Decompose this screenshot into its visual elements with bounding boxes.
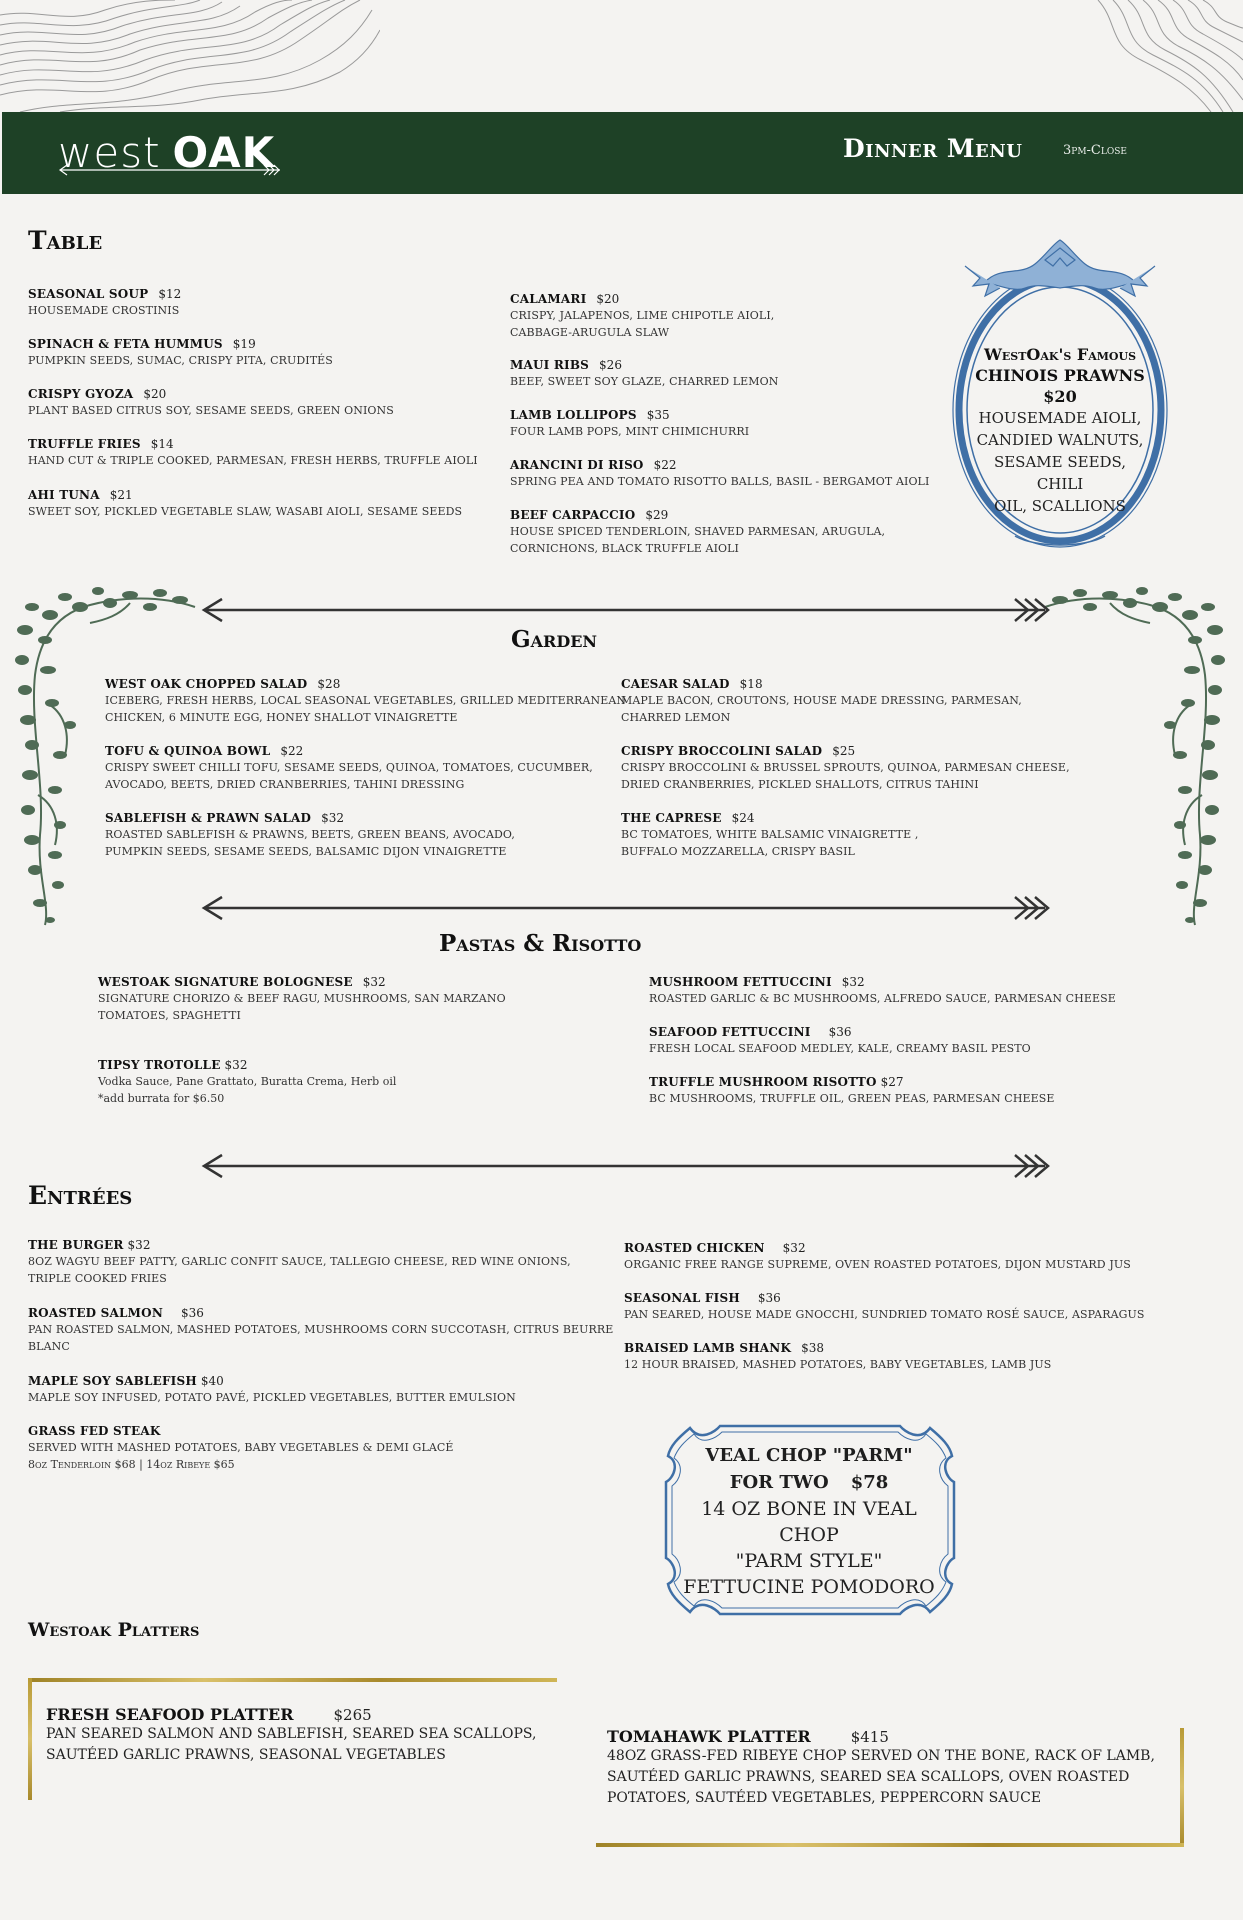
item-description: PLANT BASED CITRUS SOY, SESAME SEEDS, GREEN ONIONS <box>28 404 394 417</box>
item-price: $32 <box>362 975 386 989</box>
menu-item <box>98 971 506 1024</box>
veal-price: $78 <box>850 1472 889 1493</box>
entrees-section-title: Entrées <box>28 1181 133 1210</box>
item-name: SEASONAL SOUP <box>28 287 149 301</box>
item-name: THE CAPRESE <box>621 811 722 825</box>
menu-item <box>510 454 929 490</box>
item-description-line2: CHARRED LEMON <box>621 711 731 724</box>
menu-item <box>510 404 749 440</box>
veal-desc-line: 14 OZ BONE IN VEAL CHOP <box>701 1498 917 1546</box>
gold-frame-bottom <box>596 1843 1184 1847</box>
platter-item <box>607 1727 1155 1809</box>
platters-section-title: Westoak Platters <box>28 1619 200 1641</box>
menu-item <box>621 673 1022 726</box>
item-name: SPINACH & FETA HUMMUS <box>28 337 223 351</box>
menu-item <box>28 333 333 369</box>
item-name: WESTOAK SIGNATURE BOLOGNESE <box>98 975 353 989</box>
gold-frame-top <box>28 1678 557 1682</box>
feature-title-line2: CHINOIS PRAWNS <box>975 366 1145 385</box>
item-name: GRASS FED STEAK <box>28 1424 161 1438</box>
item-name: SABLEFISH & PRAWN SALAD <box>105 811 312 825</box>
platter-desc-line: SAUTÉED GARLIC PRAWNS, SEARED SEA SCALLOPS, OVEN ROASTED <box>607 1769 1130 1785</box>
item-description-line2: TOMATOES, SPAGHETTI <box>98 1009 241 1022</box>
platter-item <box>46 1705 536 1766</box>
feature-title-line1: WestOak's Famous <box>983 345 1137 364</box>
menu-item <box>28 1420 454 1473</box>
item-description: PUMPKIN SEEDS, SUMAC, CRISPY PITA, CRUDITÉS <box>28 354 333 367</box>
platter-desc-line: PAN SEARED SALMON AND SABLEFISH, SEARED SEA SCALLOPS, <box>46 1726 537 1742</box>
arrow-divider <box>200 1152 1052 1180</box>
menu-item <box>105 673 626 726</box>
item-description: ROASTED SABLEFISH & PRAWNS, BEETS, GREEN BEANS, AVOCADO, <box>105 828 515 841</box>
item-description-line2: PUMPKIN SEEDS, SESAME SEEDS, BALSAMIC DIJON VINAIGRETTE <box>105 845 507 858</box>
menu-item <box>624 1237 1131 1273</box>
veal-title-line2: FOR TWO <box>729 1472 829 1493</box>
item-name: LAMB LOLLIPOPS <box>510 408 637 422</box>
item-price: $22 <box>280 744 304 758</box>
item-description-line2: CABBAGE-ARUGULA SLAW <box>510 326 670 339</box>
logo-arrow-icon <box>58 164 282 176</box>
table-section-title: Table <box>28 226 103 255</box>
item-price: $32 <box>782 1241 806 1255</box>
menu-item <box>28 1302 613 1355</box>
feature-desc-line: HOUSEMADE AIOLI, <box>978 409 1142 427</box>
item-name: ROASTED CHICKEN <box>624 1241 765 1255</box>
menu-item <box>649 971 1116 1007</box>
item-price: $27 <box>880 1075 904 1089</box>
menu-item <box>105 740 593 793</box>
item-name: CRISPY BROCCOLINI SALAD <box>621 744 823 758</box>
item-price: $35 <box>646 408 670 422</box>
item-description: SIGNATURE CHORIZO & BEEF RAGU, MUSHROOMS, SAN MARZANO <box>98 992 506 1005</box>
platter-price: $415 <box>850 1728 889 1746</box>
item-price: $26 <box>599 358 622 372</box>
item-price: $20 <box>596 292 620 306</box>
platter-name: TOMAHAWK PLATTER <box>607 1727 811 1746</box>
item-description-line2: *add burrata for $6.50 <box>98 1092 225 1105</box>
platter-name: FRESH SEAFOOD PLATTER <box>46 1705 294 1724</box>
veal-desc-line: FETTUCINE POMODORO <box>683 1576 935 1598</box>
item-description-line2: CHICKEN, 6 MINUTE EGG, HONEY SHALLOT VINAIGRETTE <box>105 711 458 724</box>
item-price: $18 <box>739 677 763 691</box>
platter-desc-line: SAUTÉED GARLIC PRAWNS, SEASONAL VEGETABLES <box>46 1747 446 1763</box>
item-description: ROASTED GARLIC & BC MUSHROOMS, ALFREDO SAUCE, PARMESAN CHEESE <box>649 992 1116 1005</box>
item-description-line2: TRIPLE COOKED FRIES <box>28 1272 167 1285</box>
item-description: FRESH LOCAL SEAFOOD MEDLEY, KALE, CREAMY BASIL PESTO <box>649 1042 1031 1055</box>
menu-item <box>621 807 918 860</box>
menu-item <box>28 383 394 419</box>
item-description: CRISPY, JALAPENOS, LIME CHIPOTLE AIOLI, <box>510 309 775 322</box>
menu-item <box>510 288 774 341</box>
veal-title-line1: VEAL CHOP "PARM" <box>705 1445 913 1466</box>
item-price: $21 <box>109 488 133 502</box>
item-price: $12 <box>158 287 182 301</box>
item-description: 8OZ WAGYU BEEF PATTY, GARLIC CONFIT SAUCE, TALLEGIO CHEESE, RED WINE ONIONS, <box>28 1255 571 1268</box>
item-name: SEAFOOD FETTUCCINI <box>649 1025 811 1039</box>
item-description: HOUSE SPICED TENDERLOIN, SHAVED PARMESAN, ARUGULA, <box>510 525 886 538</box>
gold-frame-left <box>28 1678 32 1800</box>
item-description: 12 HOUR BRAISED, MASHED POTATOES, BABY VEGETABLES, LAMB JUS <box>624 1358 1052 1371</box>
item-name: TRUFFLE FRIES <box>28 437 141 451</box>
item-description-line2: CORNICHONS, BLACK TRUFFLE AIOLI <box>510 542 739 555</box>
item-name: TOFU & QUINOA BOWL <box>105 744 271 758</box>
item-name: BRAISED LAMB SHANK <box>624 1341 792 1355</box>
menu-item <box>28 484 462 520</box>
menu-item <box>105 807 515 860</box>
item-price: $14 <box>150 437 174 451</box>
item-description: ORGANIC FREE RANGE SUPREME, OVEN ROASTED POTATOES, DIJON MUSTARD JUS <box>624 1258 1131 1271</box>
item-description: Vodka Sauce, Pane Grattato, Buratta Crema, Herb oil <box>98 1075 397 1088</box>
item-price: $32 <box>321 811 344 825</box>
item-name: TRUFFLE MUSHROOM RISOTTO <box>649 1075 877 1089</box>
item-description: HAND CUT & TRIPLE COOKED, PARMESAN, FRESH HERBS, TRUFFLE AIOLI <box>28 454 478 467</box>
menu-item <box>28 433 478 469</box>
garden-section-title: Garden <box>511 626 598 653</box>
item-description: SWEET SOY, PICKLED VEGETABLE SLAW, WASABI AIOLI, SESAME SEEDS <box>28 505 463 518</box>
menu-item <box>98 1054 396 1107</box>
feature-desc-line: SESAME SEEDS, CHILI <box>993 453 1127 493</box>
item-price: $32 <box>841 975 865 989</box>
topographic-lines-left <box>0 0 380 112</box>
gold-frame-right <box>1180 1728 1184 1846</box>
item-description-line2: BUFFALO MOZZARELLA, CRISPY BASIL <box>621 845 855 858</box>
item-name: MUSHROOM FETTUCCINI <box>649 975 832 989</box>
item-price: $22 <box>653 458 677 472</box>
logo-light-text: west <box>58 128 161 177</box>
item-description: PAN SEARED, HOUSE MADE GNOCCHI, SUNDRIED TOMATO ROSÉ SAUCE, ASPARAGUS <box>624 1308 1145 1321</box>
item-price: $36 <box>180 1306 204 1320</box>
item-price: $36 <box>757 1291 781 1305</box>
menu-item <box>28 1370 516 1406</box>
arrow-divider <box>200 894 1052 922</box>
veal-chop-feature <box>672 1442 946 1600</box>
item-description: BEEF, SWEET SOY GLAZE, CHARRED LEMON <box>510 375 779 388</box>
item-description: CRISPY SWEET CHILLI TOFU, SESAME SEEDS, QUINOA, TOMATOES, CUCUMBER, <box>105 761 593 774</box>
menu-item <box>649 1071 1055 1107</box>
item-name: BEEF CARPACCIO <box>510 508 636 522</box>
feature-price: $20 <box>1043 387 1077 406</box>
item-price: $20 <box>143 387 167 401</box>
item-price: $28 <box>317 677 341 691</box>
item-price: $32 <box>127 1238 151 1252</box>
item-name: CAESAR SALAD <box>621 677 730 691</box>
item-name: ROASTED SALMON <box>28 1306 163 1320</box>
feature-desc-line: OIL, SCALLIONS <box>994 497 1126 515</box>
menu-item <box>28 283 181 319</box>
menu-title: Dinner Menu <box>843 134 1023 163</box>
item-name: MAPLE SOY SABLEFISH <box>28 1374 197 1388</box>
item-description: ICEBERG, FRESH HERBS, LOCAL SEASONAL VEGETABLES, GRILLED MEDITERRANEAN <box>105 694 627 707</box>
item-description-line2: DRIED CRANBERRIES, PICKLED SHALLOTS, CITRUS TAHINI <box>621 778 979 791</box>
menu-item <box>624 1337 1051 1373</box>
item-description: CRISPY BROCCOLINI & BRUSSEL SPROUTS, QUINOA, PARMESAN CHEESE, <box>621 761 1070 774</box>
item-name: THE BURGER <box>28 1238 124 1252</box>
item-name: SEASONAL FISH <box>624 1291 740 1305</box>
item-price: $36 <box>828 1025 852 1039</box>
item-name: CALAMARI <box>510 292 587 306</box>
item-name: MAUI RIBS <box>510 358 590 372</box>
feature-desc-line: CANDIED WALNUTS, <box>976 431 1144 449</box>
menu-item <box>649 1021 1031 1057</box>
menu-item <box>510 354 779 390</box>
item-description: BC MUSHROOMS, TRUFFLE OIL, GREEN PEAS, PARMESAN CHEESE <box>649 1092 1055 1105</box>
menu-item <box>28 1234 571 1287</box>
menu-hours: 3pm-Close <box>1063 143 1127 158</box>
item-name: ARANCINI DI RISO <box>510 458 644 472</box>
item-price: $24 <box>731 811 755 825</box>
item-description: BC TOMATOES, WHITE BALSAMIC VINAIGRETTE , <box>621 828 919 841</box>
item-description: FOUR LAMB POPS, MINT CHIMICHURRI <box>510 425 750 438</box>
item-description-line2: AVOCADO, BEETS, DRIED CRANBERRIES, TAHINI DRESSING <box>105 778 465 791</box>
menu-item <box>621 740 1070 793</box>
item-description: SERVED WITH MASHED POTATOES, BABY VEGETABLES & DEMI GLACÉ <box>28 1441 454 1454</box>
platter-desc-line: 48OZ GRASS-FED RIBEYE CHOP SERVED ON THE BONE, RACK OF LAMB, <box>607 1748 1155 1764</box>
arrow-divider <box>200 596 1052 624</box>
item-description: HOUSEMADE CROSTINIS <box>28 304 180 317</box>
item-description: MAPLE BACON, CROUTONS, HOUSE MADE DRESSING, PARMESAN, <box>621 694 1022 707</box>
item-name: WEST OAK CHOPPED SALAD <box>105 677 308 691</box>
item-name: TIPSY TROTOLLE <box>98 1058 221 1072</box>
item-price: $29 <box>645 508 669 522</box>
topographic-lines-right <box>1093 0 1243 112</box>
item-price: $32 <box>224 1058 248 1072</box>
veal-desc-line: "PARM STYLE" <box>735 1550 883 1572</box>
chinois-prawns-feature <box>975 344 1145 517</box>
item-description-line2: BLANC <box>28 1340 70 1353</box>
item-price: $19 <box>232 337 256 351</box>
item-price: $38 <box>801 1341 825 1355</box>
item-name: CRISPY GYOZA <box>28 387 134 401</box>
logo-bold-text: OAK <box>172 128 276 177</box>
platter-price: $265 <box>333 1706 372 1724</box>
pastas-section-title: Pastas & Risotto <box>439 930 642 957</box>
item-name: AHI TUNA <box>28 488 100 502</box>
item-description: PAN ROASTED SALMON, MASHED POTATOES, MUSHROOMS CORN SUCCOTASH, CITRUS BEURRE <box>28 1323 614 1336</box>
item-description: MAPLE SOY INFUSED, POTATO PAVÉ, PICKLED VEGETABLES, BUTTER EMULSION <box>28 1391 516 1404</box>
item-price: $25 <box>832 744 856 758</box>
item-price: $40 <box>200 1374 224 1388</box>
item-description: SPRING PEA AND TOMATO RISOTTO BALLS, BASIL - BERGAMOT AIOLI <box>510 475 930 488</box>
item-description-line2: 8oz Tenderloin $68 | 14oz Ribeye $65 <box>28 1458 235 1471</box>
menu-item <box>510 504 885 557</box>
platter-desc-line: POTATOES, SAUTÉED VEGETABLES, PEPPERCORN SAUCE <box>607 1790 1042 1806</box>
menu-item <box>624 1287 1145 1323</box>
